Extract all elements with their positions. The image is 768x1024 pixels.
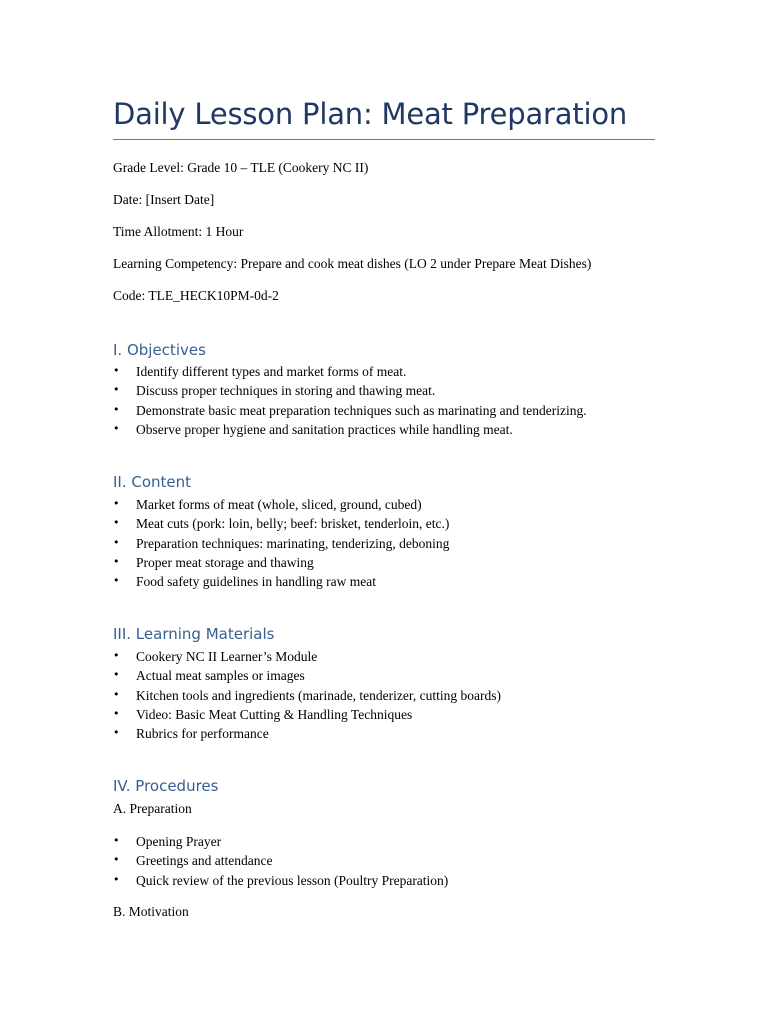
learning-competency: Learning Competency: Prepare and cook meat dishes (LO 2 under Prepare Meat Dishes)	[113, 256, 592, 271]
bullet-icon: •	[113, 535, 120, 549]
subheading-preparation: A. Preparation	[113, 801, 192, 816]
bullet-icon: •	[113, 872, 120, 886]
list-item: • Identify different types and market forms of meat.	[113, 364, 407, 379]
bullet-icon: •	[113, 383, 120, 397]
title-underline	[113, 139, 655, 140]
bullet-icon: •	[113, 834, 120, 847]
list-item: • Discuss proper techniques in storing and thawing meat.	[113, 383, 436, 399]
subheading-motivation: B. Motivation	[113, 904, 189, 919]
list-item: • Demonstrate basic meat preparation techniques such as marinating and tenderizing.	[113, 402, 587, 418]
list-item: • Rubrics for performance	[113, 726, 269, 742]
time-allotment: Time Allotment: 1 Hour	[113, 224, 244, 239]
list-item: • Quick review of the previous lesson (Poultry Preparation)	[113, 872, 449, 888]
preparation-list	[113, 832, 673, 890]
content-list	[113, 495, 673, 591]
section-heading-procedures: IV. Procedures	[113, 777, 219, 795]
bullet-icon: •	[113, 516, 120, 530]
list-item: • Preparation techniques: marinating, tenderizing, deboning	[113, 535, 450, 551]
bullet-icon: •	[113, 364, 120, 377]
bullet-icon: •	[113, 554, 120, 568]
list-item: • Observe proper hygiene and sanitation practices while handling meat.	[113, 421, 513, 437]
bullet-icon: •	[113, 402, 120, 416]
list-item: • Greetings and attendance	[113, 853, 273, 869]
objectives-list	[113, 362, 673, 439]
section-heading-objectives: I. Objectives	[113, 341, 206, 359]
bullet-icon: •	[113, 497, 120, 510]
grade-level: Grade Level: Grade 10 – TLE (Cookery NC II)	[113, 160, 369, 175]
bullet-icon: •	[113, 726, 120, 740]
document-title: Daily Lesson Plan: Meat Preparation	[113, 97, 628, 131]
bullet-icon: •	[113, 853, 120, 867]
list-item: • Proper meat storage and thawing	[113, 554, 314, 570]
bullet-icon: •	[113, 668, 120, 682]
list-item: • Food safety guidelines in handling raw meat	[113, 574, 376, 590]
bullet-icon: •	[113, 649, 120, 662]
list-item: • Kitchen tools and ingredients (marinade, tenderizer, cutting boards)	[113, 687, 501, 703]
bullet-icon: •	[113, 574, 120, 588]
date-line: Date: [Insert Date]	[113, 192, 215, 207]
bullet-icon: •	[113, 687, 120, 701]
section-heading-learning-materials: III. Learning Materials	[113, 625, 275, 643]
section-heading-content: II. Content	[113, 473, 192, 491]
list-item: • Video: Basic Meat Cutting & Handling Techniques	[113, 706, 413, 722]
bullet-icon: •	[113, 421, 120, 435]
list-item: • Cookery NC II Learner’s Module	[113, 649, 318, 664]
list-item: • Market forms of meat (whole, sliced, ground, cubed)	[113, 497, 422, 512]
list-item: • Opening Prayer	[113, 834, 222, 849]
bullet-icon: •	[113, 706, 120, 720]
learning-materials-list	[113, 647, 673, 743]
code-line: Code: TLE_HECK10PM-0d-2	[113, 288, 279, 303]
list-item: • Meat cuts (pork: loin, belly; beef: brisket, tenderloin, etc.)	[113, 516, 450, 532]
list-item: • Actual meat samples or images	[113, 668, 305, 684]
